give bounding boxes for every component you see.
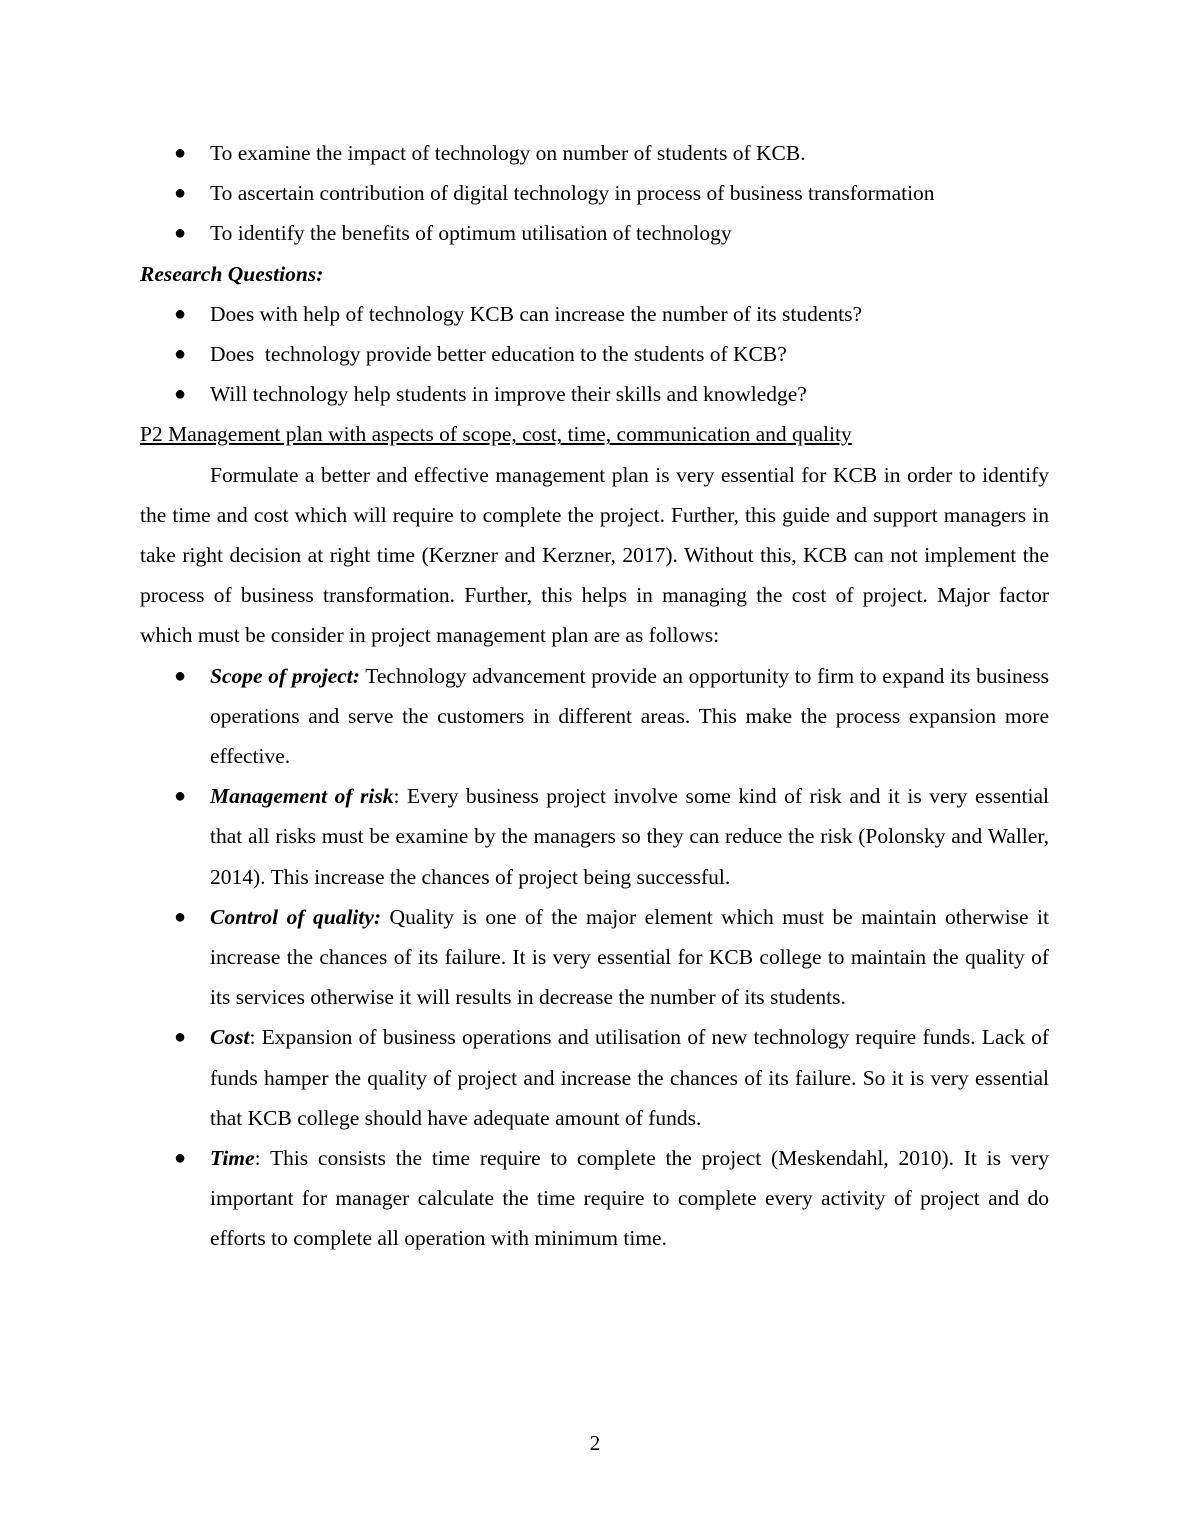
factor-term: Cost <box>210 1025 250 1050</box>
list-item <box>140 1017 1049 1138</box>
list-item <box>140 656 1049 777</box>
factor-term: Control of quality: <box>210 904 382 929</box>
bullet-icon: ● <box>173 1147 187 1170</box>
list-item: ● To ascertain contribution of digital technology in process of business transformation <box>140 173 1049 213</box>
factors-list <box>140 656 1049 1259</box>
research-questions-heading: Research Questions: <box>140 261 324 286</box>
factor-text: : Expansion of business operations and utilisation of new technology require funds. Lack of funds hamper the quality of project and increase the chances of its failure. So it is very essential that KCB college should have adequate amount of funds. <box>210 1025 1049 1130</box>
list-item: ● To examine the impact of technology on number of students of KCB. <box>140 133 1049 173</box>
section-heading: P2 Management plan with aspects of scope, cost, time, communication and quality <box>140 422 852 447</box>
list-item <box>140 897 1049 1018</box>
factor-text: Technology advancement provide an opportunity to firm to expand its business operations and serve the customers in different areas. This make the process expansion more effective. <box>210 663 1049 769</box>
factor-term: Scope of project: <box>210 663 360 688</box>
bullet-icon: ● <box>173 142 187 164</box>
list-item <box>140 776 1049 897</box>
intro-paragraph: Formulate a better and effective management plan is very essential for KCB in order to identify the time and cost which will require to complete the project. Further, this guide and support managers in take right decision at right time (Kerzner and Kerzner, 2017). Without this, KCB can not implement the process of business transformation. Further, this helps in managing the cost of project. Major factor which must be consider in project management plan are as follows: <box>140 462 1049 648</box>
factor-term: Time <box>210 1146 255 1171</box>
research-questions-list <box>140 294 1049 415</box>
bullet-icon: ● <box>173 302 187 325</box>
bullet-icon: ● <box>173 343 187 366</box>
list-item: ● To identify the benefits of optimum utilisation of technology <box>140 213 1049 253</box>
bullet-icon: ● <box>173 1026 187 1049</box>
bullet-icon: ● <box>173 785 187 808</box>
bullet-icon: ● <box>173 905 187 928</box>
list-item: ● Does with help of technology KCB can increase the number of its students? <box>140 294 1049 334</box>
list-item: ● Will technology help students in improve their skills and knowledge? <box>140 374 1049 414</box>
bullet-icon: ● <box>173 664 187 687</box>
bullet-icon: ● <box>173 383 187 406</box>
factor-text: : Every business project involve some kind of risk and it is very essential that all risks must be examine by the managers so they can reduce the risk (Polonsky and Waller, 2014). This increase the chances of project being successful. <box>210 784 1049 889</box>
page-number: 2 <box>589 1431 601 1455</box>
bullet-icon: ● <box>173 222 187 245</box>
objectives-list <box>140 133 1049 254</box>
factor-text: Quality is one of the major element which must be maintain otherwise it increase the chances of its failure. It is very essential for KCB college to maintain the quality of its services otherwise it will results in decrease the number of its students. <box>210 904 1050 1010</box>
factor-text: : This consists the time require to complete the project (Meskendahl, 2010). It is very important for manager calculate the time require to complete every activity of project and do efforts to complete all operation with minimum time. <box>210 1146 1049 1251</box>
list-item: ● Does technology provide better education to the students of KCB? <box>140 334 1049 374</box>
document-page <box>140 133 1049 1259</box>
factor-term: Management of risk <box>210 784 394 809</box>
list-item <box>140 1138 1049 1259</box>
bullet-icon: ● <box>173 182 187 205</box>
